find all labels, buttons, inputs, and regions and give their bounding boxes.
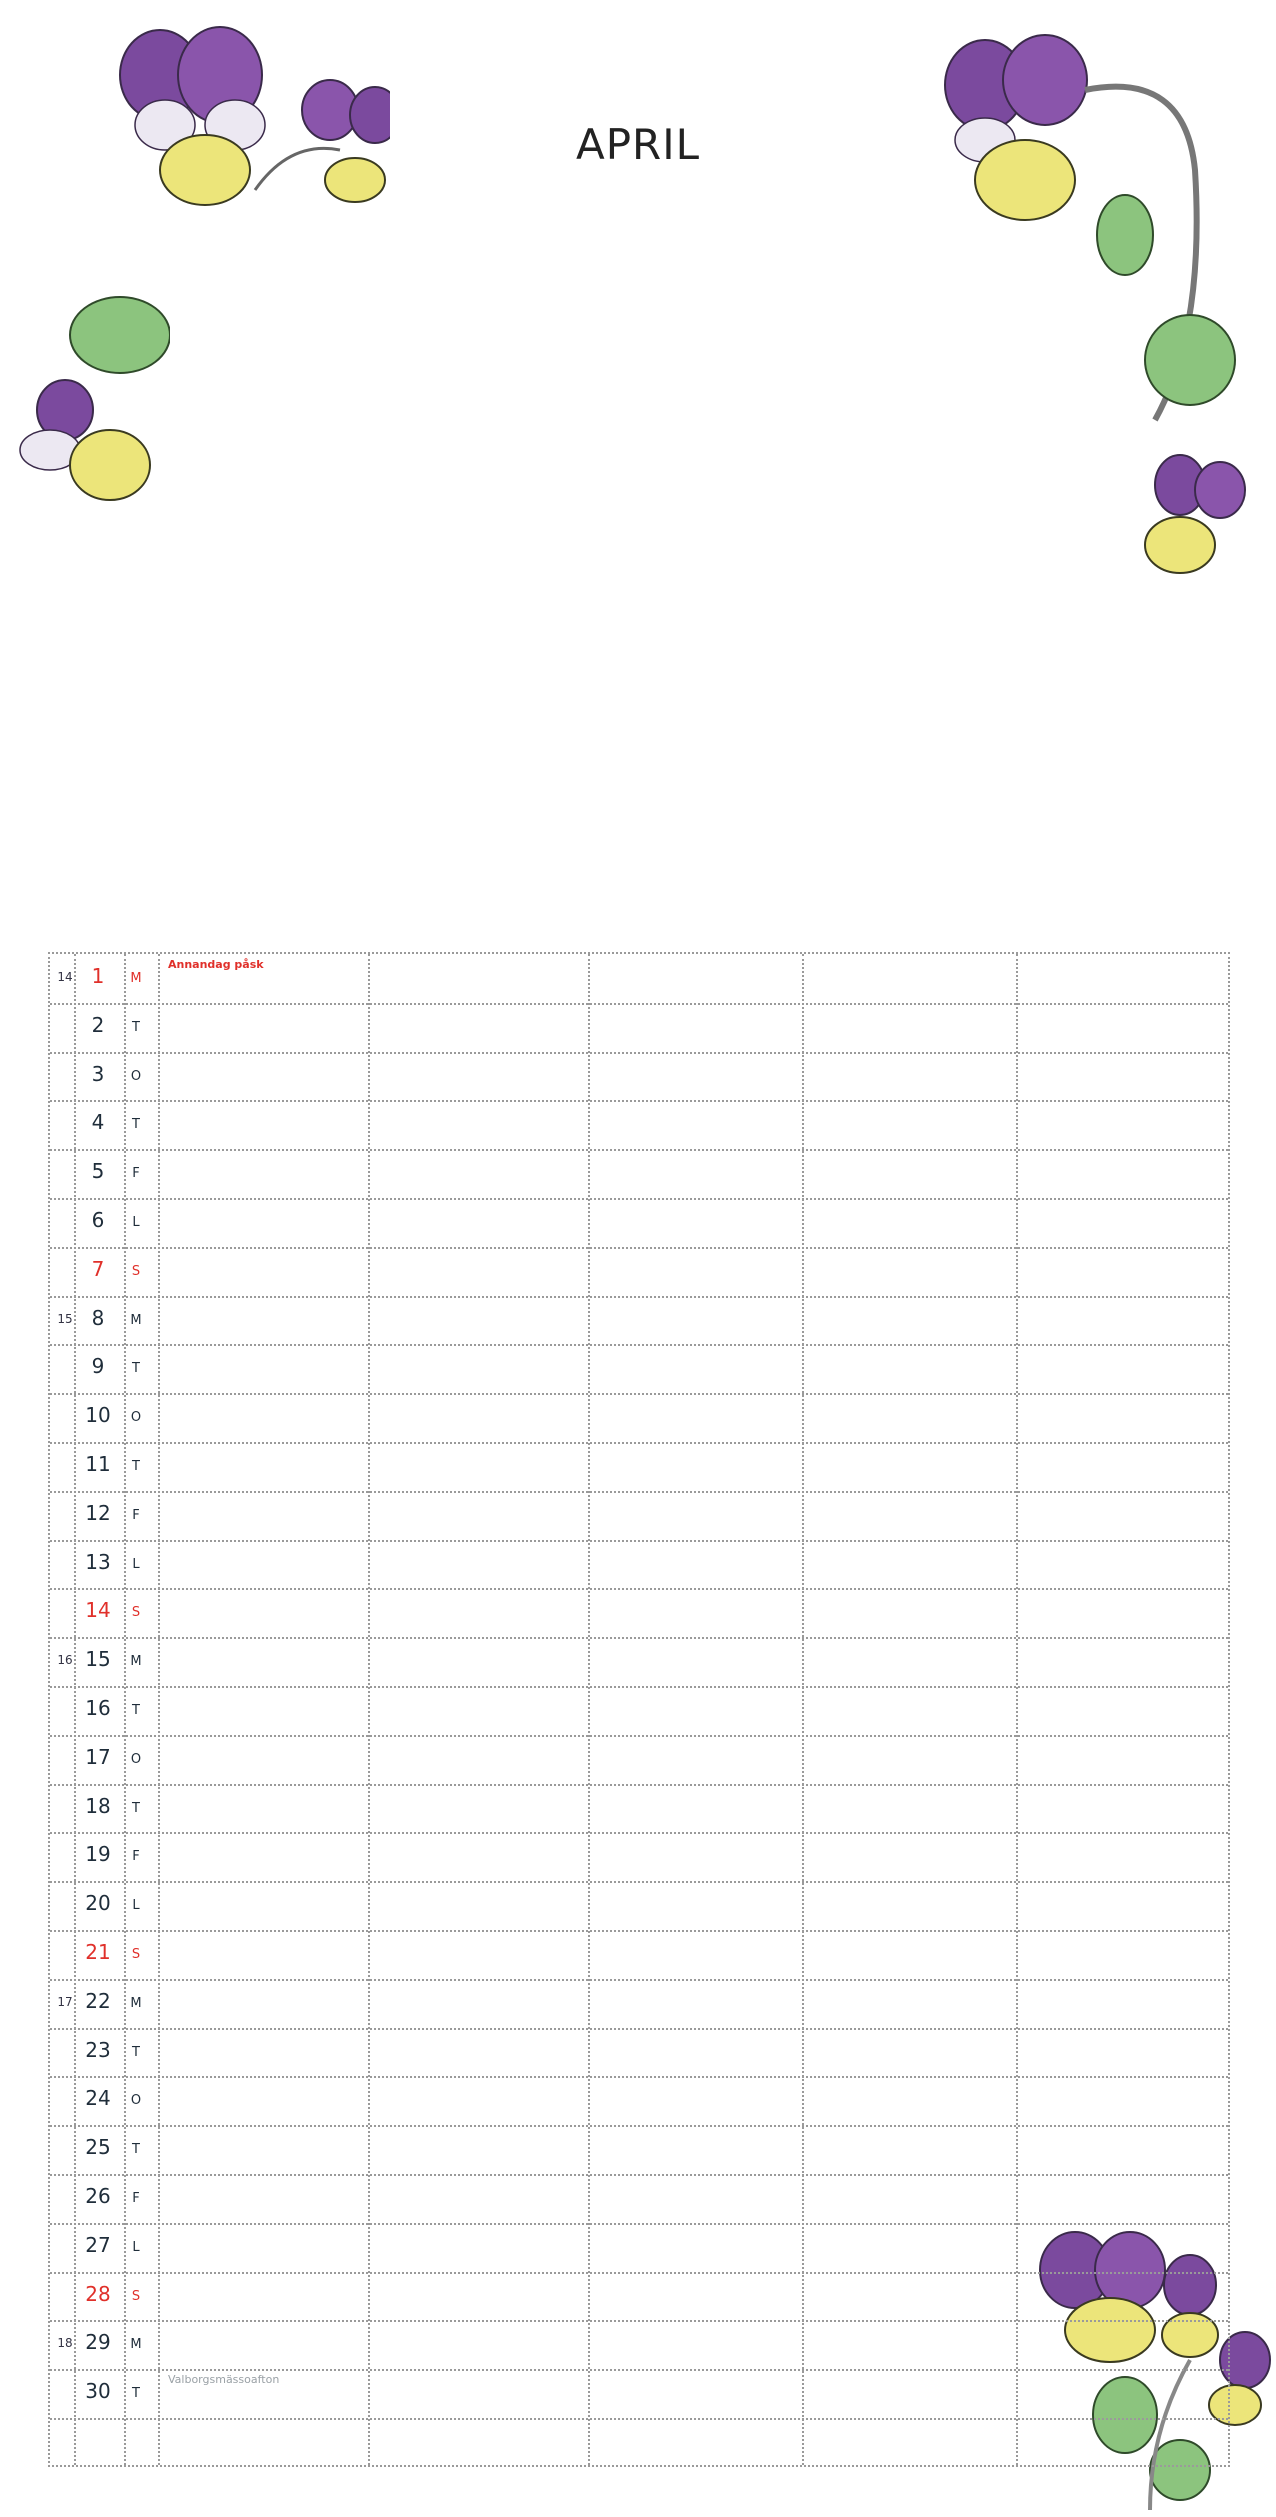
calendar-row <box>50 1003 1228 1052</box>
weekday-letter: T <box>132 2142 140 2158</box>
calendar-row <box>50 1296 1228 1345</box>
month-title: APRIL <box>575 120 701 169</box>
calendar-row <box>50 1052 1228 1101</box>
calendar-row <box>50 1247 1228 1296</box>
day-number: 15 <box>85 1647 111 1672</box>
day-number: 13 <box>85 1549 111 1574</box>
calendar-grid <box>48 952 1230 2467</box>
day-number: 20 <box>85 1891 111 1916</box>
day-number: 4 <box>91 1110 105 1135</box>
pansy-flower-icon <box>925 30 1265 590</box>
day-number: 22 <box>85 1988 111 2013</box>
day-note: Annandag påsk <box>168 958 264 971</box>
weekday-letter: M <box>130 1995 142 2011</box>
day-number: 10 <box>85 1403 111 1428</box>
calendar-row <box>50 1588 1228 1637</box>
day-number: 3 <box>91 1061 105 1086</box>
week-number: 17 <box>57 1994 73 2009</box>
calendar-row <box>50 2028 1228 2077</box>
calendar-row <box>50 1735 1228 1784</box>
day-number: 5 <box>91 1159 105 1184</box>
day-number: 6 <box>91 1208 105 1232</box>
leaf-icon <box>10 290 170 520</box>
calendar-row <box>50 2272 1228 2321</box>
weekday-letter: O <box>130 1068 142 1084</box>
calendar-row <box>50 2418 1228 2467</box>
weekday-letter: T <box>132 1800 140 1816</box>
weekday-letter: T <box>132 1117 140 1133</box>
week-number: 18 <box>57 2336 73 2351</box>
day-number: 2 <box>91 1012 105 1037</box>
day-number: 9 <box>91 1354 105 1379</box>
weekday-letter: S <box>131 2288 141 2304</box>
calendar-row <box>50 2320 1228 2369</box>
weekday-letter: T <box>132 1459 140 1474</box>
calendar-row <box>50 1686 1228 1735</box>
weekday-letter: M <box>130 2337 142 2353</box>
weekday-letter: F <box>132 1849 140 1865</box>
calendar-row <box>50 1832 1228 1881</box>
weekday-letter: S <box>131 1947 141 1962</box>
weekday-letter: O <box>130 1751 142 1767</box>
week-number: 15 <box>57 1311 73 1326</box>
calendar-row <box>50 2076 1228 2125</box>
day-number: 29 <box>85 2330 111 2355</box>
weekday-letter: O <box>130 2093 142 2109</box>
weekday-letter: F <box>132 2191 140 2206</box>
pansy-flower-icon <box>90 20 390 210</box>
calendar-row <box>50 1491 1228 1540</box>
weekday-letter: L <box>132 1898 140 1914</box>
weekday-letter: M <box>130 971 142 986</box>
weekday-letter: T <box>132 1361 140 1377</box>
day-number: 18 <box>85 1793 111 1818</box>
weekday-letter: L <box>132 2239 140 2255</box>
calendar-row <box>50 2125 1228 2174</box>
day-number: 1 <box>91 964 105 988</box>
weekday-letter: T <box>132 2386 140 2402</box>
calendar-row <box>50 1540 1228 1589</box>
day-number: 23 <box>85 2037 111 2062</box>
weekday-letter: L <box>132 1556 140 1572</box>
day-number: 19 <box>85 1842 111 1867</box>
calendar-row <box>50 954 1228 1003</box>
day-number: 14 <box>85 1598 111 1623</box>
calendar-row <box>50 1198 1228 1247</box>
day-number: 11 <box>85 1452 111 1476</box>
day-number: 16 <box>85 1696 111 1720</box>
weekday-letter: F <box>132 1166 140 1182</box>
week-number: 16 <box>57 1653 73 1668</box>
weekday-letter: T <box>132 1019 140 1035</box>
calendar-row <box>50 2223 1228 2272</box>
weekday-letter: M <box>130 1312 142 1328</box>
day-number: 21 <box>85 1940 111 1964</box>
calendar-row <box>50 1100 1228 1149</box>
calendar-row <box>50 1149 1228 1198</box>
weekday-letter: L <box>132 1215 140 1230</box>
weekday-letter: S <box>131 1263 141 1279</box>
calendar-row <box>50 1784 1228 1833</box>
day-note: Valborgsmässoafton <box>168 2373 280 2387</box>
day-number: 24 <box>85 2086 111 2111</box>
calendar-row <box>50 1393 1228 1442</box>
day-number: 17 <box>85 1744 111 1769</box>
weekday-letter: O <box>130 1410 142 1426</box>
day-number: 25 <box>85 2135 111 2160</box>
day-number: 28 <box>85 2281 111 2306</box>
calendar-row <box>50 1979 1228 2028</box>
weekday-letter: T <box>132 1703 140 1718</box>
weekday-letter: M <box>130 1654 142 1670</box>
calendar-row <box>50 1637 1228 1686</box>
calendar-row <box>50 1344 1228 1393</box>
calendar-row <box>50 1930 1228 1979</box>
day-number: 30 <box>85 2379 111 2404</box>
day-number: 27 <box>85 2232 111 2257</box>
calendar-row <box>50 1442 1228 1491</box>
calendar-row <box>50 2174 1228 2223</box>
weekday-letter: S <box>131 1605 141 1621</box>
day-number: 26 <box>85 2184 111 2208</box>
weekday-letter: T <box>132 2044 140 2060</box>
calendar-row <box>50 1881 1228 1930</box>
day-number: 8 <box>91 1305 105 1330</box>
calendar-row <box>50 2369 1228 2418</box>
day-number: 12 <box>85 1500 111 1525</box>
week-number: 14 <box>57 970 73 984</box>
weekday-letter: F <box>132 1507 140 1523</box>
day-number: 7 <box>91 1256 105 1281</box>
